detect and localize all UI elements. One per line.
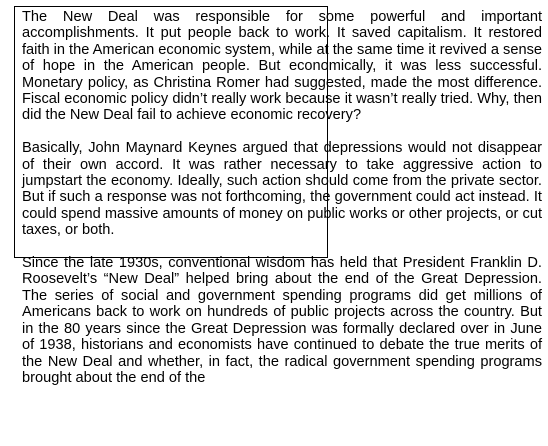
paragraph-spacer	[22, 124, 542, 140]
paragraph-keynes-argument: Basically, John Maynard Keynes argued that depressions would not disappear of their own accord. It was rather necessary to take aggressive action to jumpstart the economy. Ideally, such action should come from the private sector. But if such a response was not forthcoming, the government could act instead. It could spend massive amounts of money on public works or other projects, or cut taxes, or both.	[22, 140, 542, 239]
document-body	[22, 9, 542, 386]
paragraph-conventional-wisdom: Since the late 1930s, conventional wisdom has held that President Franklin D. Roosevelt’s “New Deal” helped bring about the end of the Great Depression. The series of social and government spending programs did get millions of Americans back to work on hundreds of public projects across the country. But in the 80 years since the Great Depression was formally declared over in June of 1938, historians and economists have continued to debate the true merits of the New Deal and whether, in fact, the radical government spending programs brought about the end of the	[22, 255, 542, 386]
paragraph-new-deal-accomplishments: The New Deal was responsible for some powerful and important accomplishments. It put people back to work. It saved capitalism. It restored faith in the American economic system, while at the same time it revived a sense of hope in the American people. But economically, it was less successful. Monetary policy, as Christina Romer had suggested, made the most difference. Fiscal economic policy didn’t really work because it wasn’t really tried. Why, then did the New Deal fail to achieve economic recovery?	[22, 9, 542, 124]
paragraph-spacer	[22, 239, 542, 255]
